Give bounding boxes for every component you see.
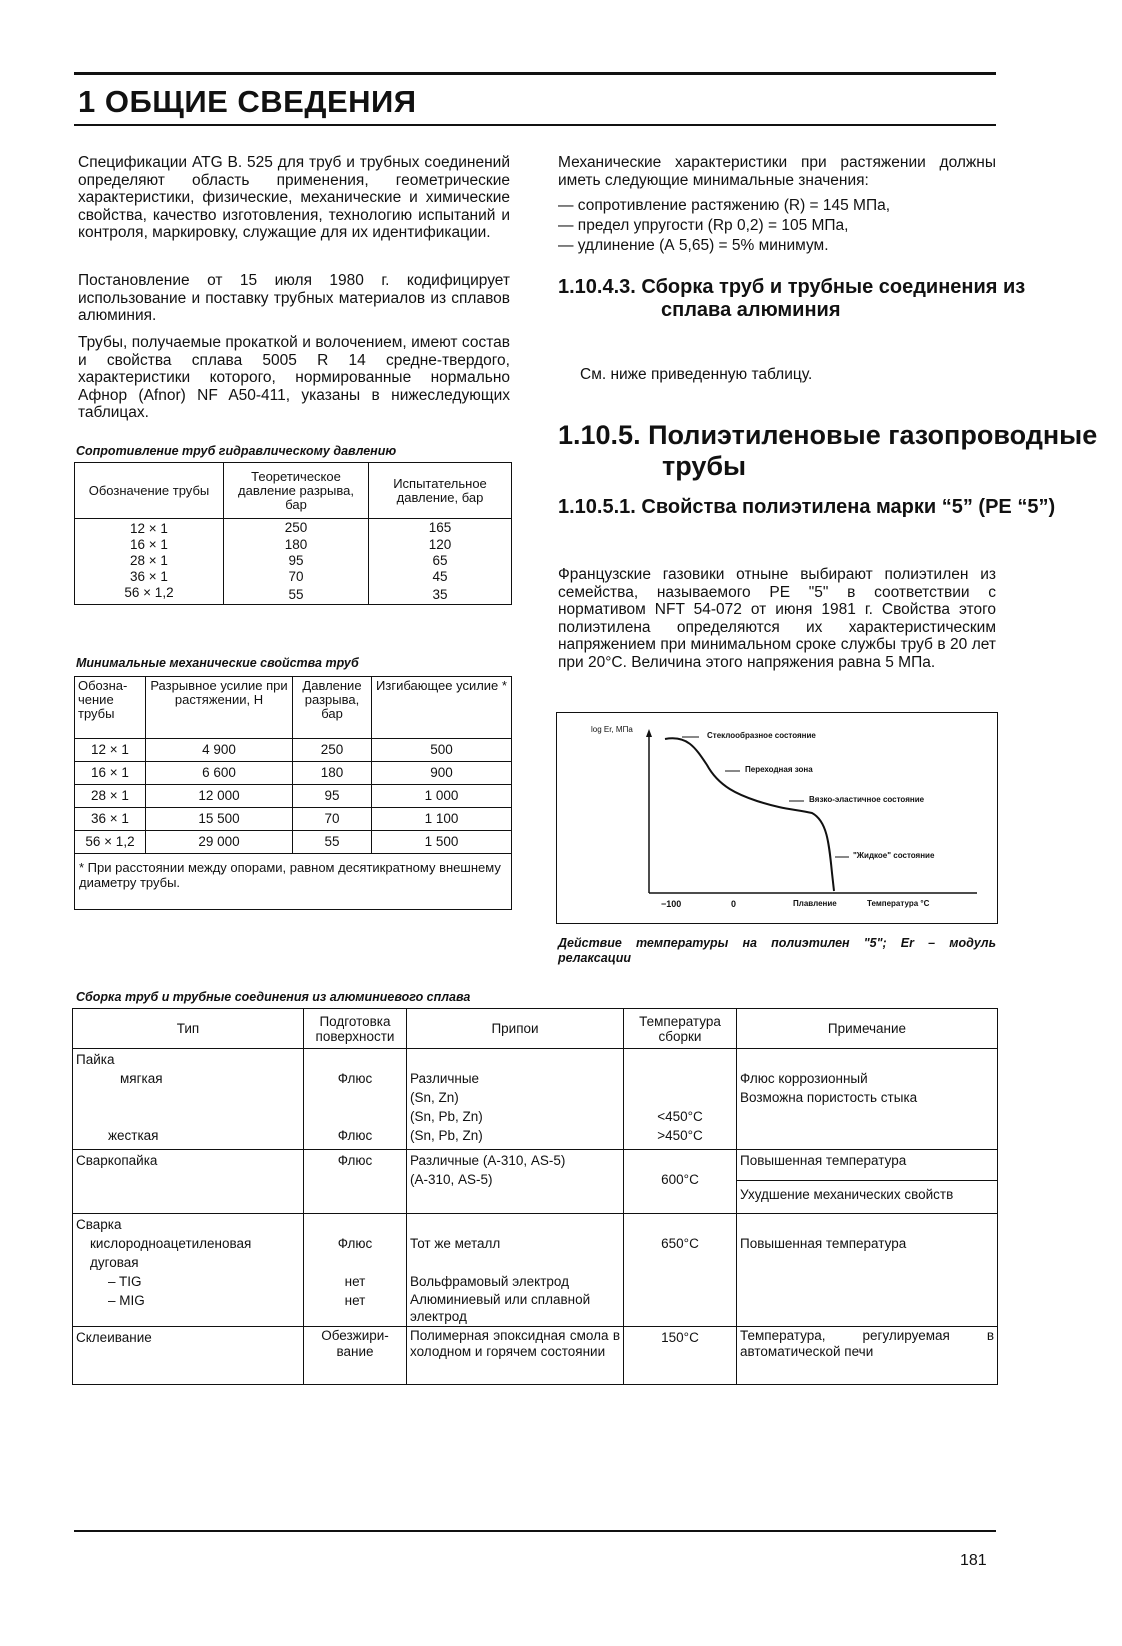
table-cell: 165 xyxy=(369,519,512,538)
table3-header-prep: Подготовка поверхности xyxy=(304,1009,407,1049)
table-cell: 15 500 xyxy=(146,808,293,831)
spacer xyxy=(307,1253,403,1272)
header-rule xyxy=(74,124,996,126)
relaxation-curve xyxy=(665,738,834,891)
table-cell: 28 × 1 xyxy=(75,785,146,808)
table-row xyxy=(75,831,512,854)
table-cell xyxy=(624,1049,737,1150)
cell-line: (Sn, Zn) xyxy=(410,1090,459,1105)
cell-line: Различные (А-310, AS-5) xyxy=(410,1153,566,1168)
cell-line: Различные xyxy=(410,1071,480,1086)
table-row xyxy=(75,585,512,605)
table-row xyxy=(73,1327,998,1385)
table1-header-test: Испытательное давление, бар xyxy=(369,463,512,519)
table-cell: 36 × 1 xyxy=(75,569,224,585)
table-row xyxy=(75,785,512,808)
table-cell: 56 × 1,2 xyxy=(75,585,224,605)
table-row xyxy=(75,808,512,831)
table3-header-type: Тип xyxy=(73,1009,304,1049)
table3-header-note: Примечание xyxy=(737,1009,998,1049)
cell-line: (Sn, Pb, Zn) xyxy=(410,1128,483,1143)
cell-line: Склеивание xyxy=(76,1330,152,1345)
table-cell xyxy=(737,1049,998,1150)
table3-header-temp: Температура сборки xyxy=(624,1009,737,1049)
table-cell xyxy=(304,1150,407,1214)
spacer xyxy=(627,1215,733,1234)
table-cell: 95 xyxy=(293,785,372,808)
spacer xyxy=(307,1215,403,1234)
label-liquid: "Жидкое" состояние xyxy=(853,851,935,860)
table-cell xyxy=(407,1327,624,1385)
left-paragraph-3: Трубы, получаемые прокаткой и волочением, имеют состав и свойства сплава 5005 R 14 средне-твердого, характеристики которого, нормированные нормально Афнор (Afnor) NF A50-411, указаны в нижеследующих таблицах. xyxy=(78,334,510,421)
table-row xyxy=(73,1049,998,1150)
x-axis-label: Температура °С xyxy=(867,899,930,908)
cell-line: – MIG xyxy=(108,1293,145,1308)
cell-line: Флюс xyxy=(337,1071,373,1086)
spacer xyxy=(76,1088,300,1107)
cell-line: Температура, регулируемая в автоматической печи xyxy=(740,1328,994,1359)
spacer xyxy=(627,1151,733,1170)
table2-header-burst: Давление разрыва, бар xyxy=(293,677,372,739)
cell-line: >450°С xyxy=(657,1128,703,1143)
table3-caption: Сборка труб и трубные соединения из алюминиевого сплава xyxy=(76,990,471,1004)
spacer xyxy=(76,1107,300,1126)
table-cell xyxy=(624,1214,737,1327)
cell-line: Вольфрамовый электрод xyxy=(410,1274,570,1289)
top-rule xyxy=(74,72,996,75)
x-tick-melting: Плавление xyxy=(793,899,837,908)
table-row xyxy=(75,762,512,785)
table-row xyxy=(75,519,512,538)
cell-line: мягкая xyxy=(120,1071,163,1086)
chapter-title: 1 ОБЩИЕ СВЕДЕНИЯ xyxy=(78,84,417,119)
cell-line: Ухудшение механических свойств xyxy=(737,1180,997,1210)
label-transition: Переходная зона xyxy=(745,765,813,774)
spacer xyxy=(740,1050,994,1069)
table-cell: 12 000 xyxy=(146,785,293,808)
table-row xyxy=(73,1150,998,1214)
list-item: — предел упругости (Rp 0,2) = 105 МПа, xyxy=(558,217,849,234)
table-cell: 1 000 xyxy=(372,785,512,808)
heading-1-10-4-3: 1.10.4.3. Сборка труб и трубные соединения из сплава алюминия xyxy=(558,276,1026,321)
table-cell: 70 xyxy=(293,808,372,831)
cell-line: нет xyxy=(344,1293,366,1308)
table-cell xyxy=(407,1150,624,1214)
spacer xyxy=(410,1050,620,1069)
table-cell: 180 xyxy=(224,537,369,553)
cell-line: Тот же металл xyxy=(410,1236,501,1251)
cell-line: Алюминиевый или сплавной электрод xyxy=(410,1292,591,1324)
table-cell xyxy=(624,1327,737,1385)
table-cell: 1 100 xyxy=(372,808,512,831)
figure-caption: Действие температуры на полиэтилен "5"; Er – модуль релаксации xyxy=(558,936,996,965)
table-cell: 500 xyxy=(372,739,512,762)
table-row xyxy=(75,569,512,585)
cell-line: нет xyxy=(344,1274,366,1289)
table-cell xyxy=(304,1049,407,1150)
table-cell: 1 500 xyxy=(372,831,512,854)
table-cell: 900 xyxy=(372,762,512,785)
table-cell xyxy=(407,1049,624,1150)
table-cell xyxy=(737,1214,998,1327)
footer-rule xyxy=(74,1530,996,1532)
cell-line: (Sn, Pb, Zn) xyxy=(410,1109,483,1124)
right-paragraph-2: Французские газовики отныне выбирают полиэтилен из семейства, называемого РЕ "5" в соответствии с нормативом NFT 54-072 от июня 1981 г. Свойства этого полиэтилена определяются их характеристическим напряжением при минимальном сроке службы труб в 20 лет при 20°С. Величина этого напряжения равна 5 МПа. xyxy=(558,566,996,671)
x-tick-minus100: −100 xyxy=(661,899,682,909)
heading-1-10-5-1: 1.10.5.1. Свойства полиэтилена марки “5” (PE “5”) xyxy=(558,496,1056,518)
cell-line: (А-310, AS-5) xyxy=(410,1172,493,1187)
cell-line: Флюс коррозионный xyxy=(740,1071,868,1086)
table-row xyxy=(75,553,512,569)
table2-header-bending: Изгибающее усилие * xyxy=(372,677,512,739)
table-cell: 12 × 1 xyxy=(75,739,146,762)
table-cell xyxy=(73,1049,304,1150)
label-viscoelastic: Вязко-эластичное состояние xyxy=(809,795,925,804)
relaxation-modulus-figure xyxy=(556,712,998,924)
table-cell xyxy=(73,1214,304,1327)
page-number: 181 xyxy=(960,1552,987,1569)
cell-line: Сваркопайка xyxy=(76,1153,158,1168)
table1-caption: Сопротивление труб гидравлическому давлению xyxy=(76,444,397,458)
figure-plot xyxy=(557,713,997,923)
table-cell xyxy=(73,1327,304,1385)
label-glass: Стеклообразное состояние xyxy=(707,731,816,740)
table2-footnote: * При расстоянии между опорами, равном десятикратному внешнему диаметру трубы. xyxy=(75,854,512,910)
cell-line: жесткая xyxy=(108,1128,159,1143)
table-cell xyxy=(407,1214,624,1327)
y-axis-arrow xyxy=(646,729,652,737)
table-cell: 36 × 1 xyxy=(75,808,146,831)
left-paragraph-2: Постановление от 15 июля 1980 г. кодифицирует использование и поставку трубных материалов из сплавов алюминия. xyxy=(78,272,510,324)
cell-line: 150°С xyxy=(661,1330,699,1345)
table2-header-force: Разрывное усилие при растяжении, Н xyxy=(146,677,293,739)
table-cell xyxy=(73,1150,304,1214)
table-cell: 29 000 xyxy=(146,831,293,854)
table1-header-burst: Теоретическое давление разрыва, бар xyxy=(224,463,369,519)
cell-line: 600°С xyxy=(661,1172,699,1187)
cell-line: 650°С xyxy=(661,1236,699,1251)
table-cell: 16 × 1 xyxy=(75,762,146,785)
cell-line: – TIG xyxy=(108,1274,142,1289)
table-cell xyxy=(304,1327,407,1385)
table-row xyxy=(75,739,512,762)
cell-line: кислородноацетиленовая xyxy=(90,1236,252,1251)
spacer xyxy=(410,1215,620,1234)
cell-line: Полимерная эпоксидная смола в холодном и горячем состоянии xyxy=(410,1328,620,1359)
table-cell: 55 xyxy=(293,831,372,854)
table-row xyxy=(73,1214,998,1327)
spacer xyxy=(410,1253,620,1272)
list-item: — удлинение (А 5,65) = 5% минимум. xyxy=(558,237,829,254)
cell-line: дуговая xyxy=(90,1255,139,1270)
table-cell: 95 xyxy=(224,553,369,569)
table1-header-designation: Обозначение трубы xyxy=(75,463,224,519)
table-cell: 56 × 1,2 xyxy=(75,831,146,854)
y-axis-label: log Er, МПа xyxy=(591,725,633,734)
spacer xyxy=(307,1088,403,1126)
table-cell: 120 xyxy=(369,537,512,553)
table-cell xyxy=(624,1150,737,1214)
heading-1-10-5: 1.10.5. Полиэтиленовые газопроводные трубы xyxy=(558,420,1098,481)
cell-line: Повышенная температура xyxy=(740,1236,907,1251)
table-cell: 12 × 1 xyxy=(75,519,224,538)
cell-line: Пайка xyxy=(76,1052,115,1067)
table-cell: 65 xyxy=(369,553,512,569)
spacer xyxy=(627,1050,733,1107)
table-cell xyxy=(737,1150,998,1214)
table-cell: 16 × 1 xyxy=(75,537,224,553)
table3-header-solder: Припои xyxy=(407,1009,624,1049)
table-row xyxy=(75,537,512,553)
pressure-table xyxy=(74,462,512,605)
table-cell: 35 xyxy=(369,585,512,605)
table-cell: 250 xyxy=(293,739,372,762)
table-cell: 45 xyxy=(369,569,512,585)
cell-line: Повышенная температура xyxy=(740,1153,907,1168)
cell-line: Сварка xyxy=(76,1217,122,1232)
right-paragraph-1: Механические характеристики при растяжении должны иметь следующие минимальные значения: xyxy=(558,154,996,189)
mechanical-properties-table xyxy=(74,676,512,910)
table-cell: 6 600 xyxy=(146,762,293,785)
table-cell: 55 xyxy=(224,585,369,605)
cell-line: Флюс xyxy=(337,1128,373,1143)
table-cell: 4 900 xyxy=(146,739,293,762)
list-item: — сопротивление растяжению (R) = 145 МПа, xyxy=(558,197,891,214)
see-table-note: См. ниже приведенную таблицу. xyxy=(580,366,813,383)
table-cell xyxy=(304,1214,407,1327)
table-cell: 28 × 1 xyxy=(75,553,224,569)
left-paragraph-1: Спецификации ATG В. 525 для труб и трубных соединений определяют область применения, геометрические характеристики, физические, механические и химические свойства, качество изготовления, технологию испытаний и контроля, маркировку, служащие для их идентификации. xyxy=(78,154,510,241)
table-cell: 250 xyxy=(224,519,369,538)
spacer xyxy=(307,1050,403,1069)
table2-header-designation: Обозна-чение трубы xyxy=(75,677,146,739)
cell-line: Флюс xyxy=(337,1153,373,1168)
table2-caption: Минимальные механические свойства труб xyxy=(76,656,359,670)
table-cell: 70 xyxy=(224,569,369,585)
table-footnote-row xyxy=(75,854,512,910)
table-cell: 180 xyxy=(293,762,372,785)
cell-line: Обезжири-вание xyxy=(321,1328,389,1359)
aluminium-joining-table xyxy=(72,1008,998,1385)
cell-line: <450°С xyxy=(657,1109,703,1124)
x-tick-0: 0 xyxy=(731,899,737,909)
tensile-list xyxy=(558,196,996,256)
spacer xyxy=(740,1215,994,1234)
cell-line: Возможна пористость стыка xyxy=(740,1090,918,1105)
cell-line: Флюс xyxy=(337,1236,373,1251)
table-cell xyxy=(737,1327,998,1385)
